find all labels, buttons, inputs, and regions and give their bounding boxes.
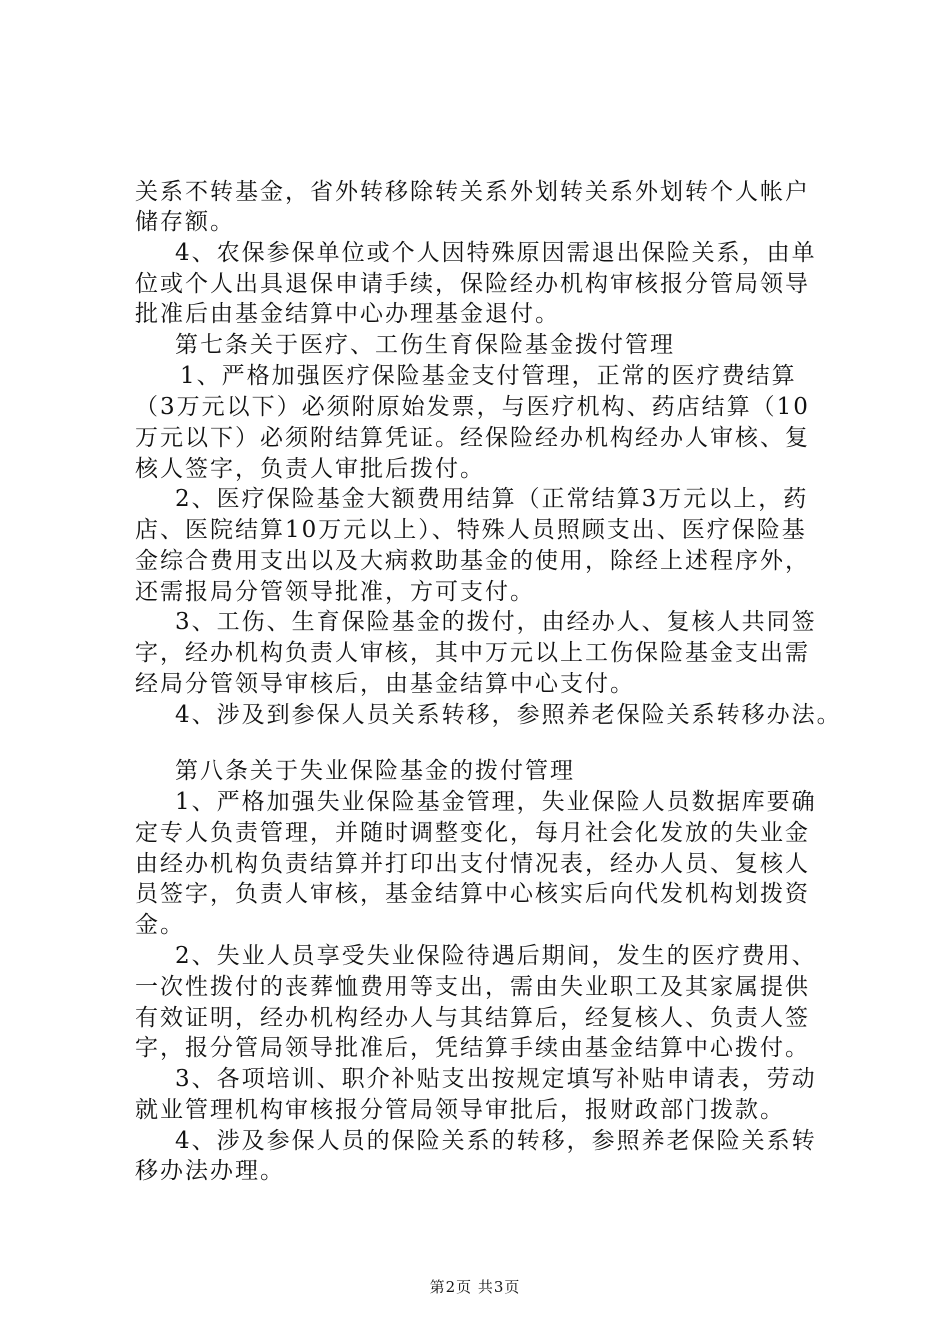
text-line: 一次性拨付的丧葬恤费用等支出，需由失业职工及其家属提供 xyxy=(135,974,810,1000)
text-line: 金综合费用支出以及大病救助基金的使用，除经上述程序外， xyxy=(135,548,810,574)
text-line: 经局分管领导审核后，由基金结算中心支付。 xyxy=(135,671,635,697)
text-line: 金。 xyxy=(135,912,185,938)
text-line: 由经办机构负责结算并打印出支付情况表，经办人员、复核人 xyxy=(135,851,810,877)
page-number-footer: 第2页 共3页 xyxy=(429,1278,521,1296)
text-line: 有效证明，经办机构经办人与其结算后，经复核人、负责人签 xyxy=(135,1005,810,1031)
text-line: 关系不转基金，省外转移除转关系外划转关系外划转个人帐户 xyxy=(135,179,810,205)
text-line: 字，经办机构负责人审核，其中万元以上工伤保险基金支出需 xyxy=(135,640,810,666)
section-heading: 第七条关于医疗、工伤生育保险基金拨付管理 xyxy=(175,332,675,358)
text-line: 位或个人出具退保申请手续，保险经办机构审核报分管局领导 xyxy=(135,271,810,297)
text-line: 3、各项培训、职介补贴支出按规定填写补贴申请表，劳动 xyxy=(175,1066,817,1092)
text-line: 员签字，负责人审核，基金结算中心核实后向代发机构划拨资 xyxy=(135,881,810,907)
text-line: 储存额。 xyxy=(135,209,235,235)
text-line: 定专人负责管理，并随时调整变化，每月社会化发放的失业金 xyxy=(135,820,810,846)
text-line: 4、涉及参保人员的保险关系的转移，参照养老保险关系转 xyxy=(175,1128,817,1154)
text-line: 核人签字，负责人审批后拨付。 xyxy=(135,456,485,482)
section-heading: 第八条关于失业保险基金的拨付管理 xyxy=(175,758,575,784)
text-line: 1、严格加强失业保险基金管理，失业保险人员数据库要确 xyxy=(175,789,817,815)
text-line: 批准后由基金结算中心办理基金退付。 xyxy=(135,301,560,327)
text-line: 2、失业人员享受失业保险待遇后期间，发生的医疗费用、 xyxy=(175,943,817,969)
text-line: 移办法办理。 xyxy=(135,1158,285,1184)
text-line: 1、严格加强医疗保险基金支付管理，正常的医疗费结算 xyxy=(180,363,797,389)
text-line: 2、医疗保险基金大额费用结算（正常结算3万元以上，药 xyxy=(175,486,809,512)
text-line: 店、医院结算10万元以上）、特殊人员照顾支出、医疗保险基 xyxy=(135,517,807,543)
text-line: 还需报局分管领导批准，方可支付。 xyxy=(135,579,535,605)
text-line: 4、农保参保单位或个人因特殊原因需退出保险关系，由单 xyxy=(175,240,817,266)
text-line: 字，报分管局领导批准后，凭结算手续由基金结算中心拨付。 xyxy=(135,1035,810,1061)
text-line: （3万元以下）必须附原始发票，与医疗机构、药店结算（10 xyxy=(135,394,810,420)
text-line: 4、涉及到参保人员关系转移，参照养老保险关系转移办法。 xyxy=(175,702,842,728)
text-line: 3、工伤、生育保险基金的拨付，由经办人、复核人共同签 xyxy=(175,609,817,635)
text-line: 就业管理机构审核报分管局领导审批后，报财政部门拨款。 xyxy=(135,1097,785,1123)
text-line: 万元以下）必须附结算凭证。经保险经办机构经办人审核、复 xyxy=(135,425,810,451)
